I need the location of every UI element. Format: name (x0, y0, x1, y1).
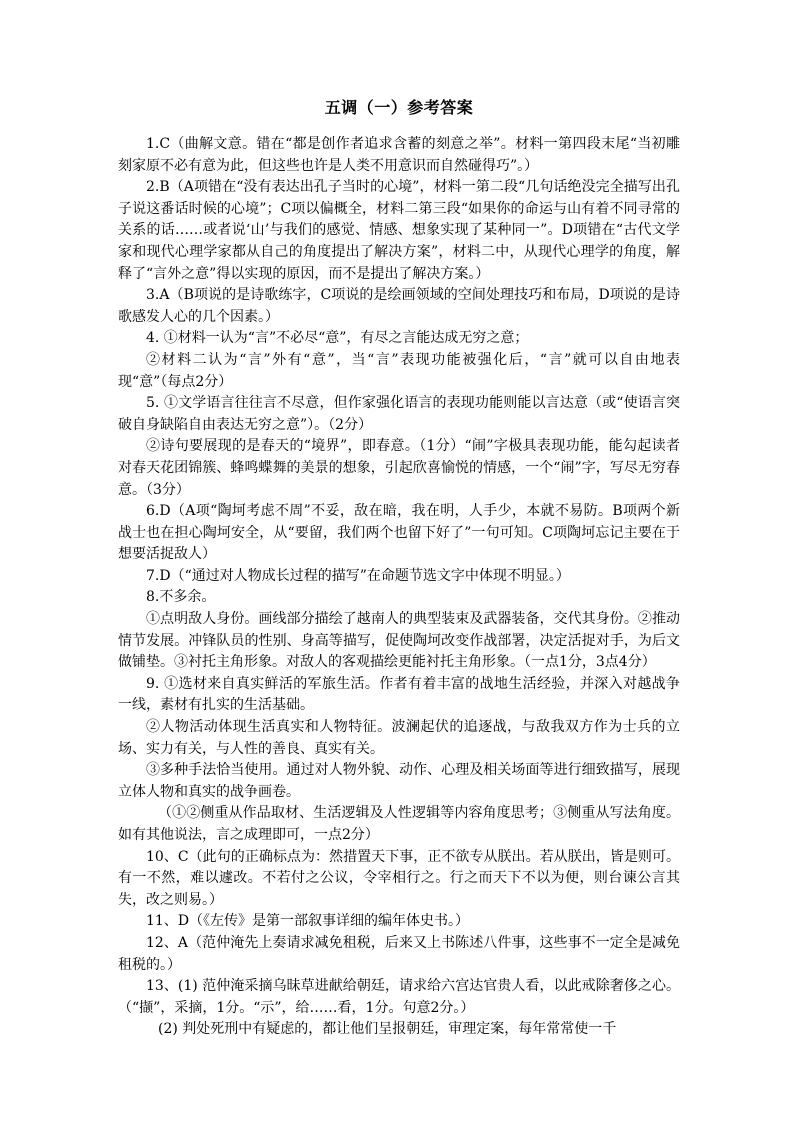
answer-document (118, 96, 680, 1041)
answer-q6: 6.D（A项“陶坷考虑不周”不妥，敌在暗，我在明，人手少，本就不易防。B项两个新战士也在担心陶坷安全，从“要留，我们两个也留下好了”一句可知。C项陶坷忘记主要在于想要活捉敌人） (118, 503, 680, 563)
answer-q8-detail: ①点明敌人身份。画线部分描绘了越南人的典型装束及武器装备，交代其身份。②推动情节发展。冲锋队员的性别、身高等描写，促使陶坷改变作战部署，决定活捉对手，为后文做铺垫。③衬托主角形象。对敌人的客观描绘更能衬托主角形象。（一点1分，3点4分） (118, 611, 680, 671)
answer-q10: 10、C（此句的正确标点为：然措置天下事，正不欲专从朕出。若从朕出，皆是则可。有一不然，难以遽改。不若付之公议，令宰相行之。行之而天下不以为便，则台谏公言其失，改之则易。） (118, 848, 680, 908)
answer-q9-point3: ③多种手法恰当使用。通过对人物外貌、动作、心理及相关场面等进行细致描写，展现立体人物和真实的战争画卷。 (118, 762, 680, 800)
answer-q11: 11、D（《左传》是第一部叙事详细的编年体史书。） (146, 913, 470, 930)
answer-q13-part2: (2) 判处死刑中有疑虑的，都让他们呈报朝廷，审理定案，每年常常使一千 (158, 1021, 617, 1038)
answer-q8: 8.不多余。 (146, 589, 216, 606)
answer-q1: 1.C（曲解文意。错在“都是创作者追求含蓄的刻意之举”。材料一第四段末尾“当初雕刻家原不必有意为此，但这些也许是人类不用意识而自然碰得巧”。） (118, 136, 680, 174)
answer-q13-part1: 13、(1) 范仲淹采摘乌昧草进献给朝廷，请求给六宫达官贵人看，以此戒除奢侈之心。（“撷”，采摘，1分。“示”，给……看，1分。句意2分。） (118, 978, 680, 1016)
answer-q5-point2: ②诗句要展现的是春天的“境界”，即春意。（1分）“闹”字极具表现功能，能勾起读者对春天花团锦簇、蜂鸣蝶舞的美景的想象，引起欣喜愉悦的情感，一个“闹”字，写尽无穷春意。（3分） (118, 438, 680, 498)
answer-q9-point1: 9. ①选材来自真实鲜活的军旅生活。作者有着丰富的战地生活经验，并深入对越战争一线，素材有扎实的生活基础。 (118, 675, 680, 714)
answer-q2: 2.B（A项错在“没有表达出孔子当时的心境”，材料一第二段“几句话绝没完全描写出孔子说这番话时候的心境”；C项以偏概全，材料二第三段“如果你的命运与山有着不同寻常的关系的话……或者说‘山’与我们的感觉、情感、想象实现了某种同一”。D项错在“古代文学家和现代心理学家都从自己的角度提出了解决方案”，材料二中，从现代心理学的角度，解释了“言外之意”得以实现的原因，而不是提出了解决方案。） (118, 179, 680, 282)
answer-q9-note: （①②侧重从作品取材、生活逻辑及人性逻辑等内容角度思考；③侧重从写法角度。如有其他说法，言之成理即可，一点2分） (118, 805, 680, 843)
answer-q5-point1: 5. ①文学语言往往言不尽意，但作家强化语言的表现功能则能以言达意（或“使语言突破自身缺陷自由表达无穷之意”）。（2分） (118, 395, 680, 433)
answer-q4-point1: 4. ①材料一认为“言”不必尽“意”，有尽之言能达成无穷之意； (146, 330, 529, 347)
answer-q7: 7.D（“通过对人物成长过程的描写”在命题节选文字中体现不明显。） (146, 567, 570, 584)
answer-q9-point2: ②人物活动体现生活真实和人物特征。波澜起伏的追逐战，与敌我双方作为士兵的立场、实力有关，与人性的善良、真实有关。 (118, 719, 680, 757)
answer-q3: 3.A（B项说的是诗歌练字，C项说的是绘画领域的空间处理技巧和布局，D项说的是诗歌感发人心的几个因素。） (118, 287, 680, 325)
document-title: 五调（一）参考答案 (324, 98, 474, 117)
answer-q12: 12、A（范仲淹先上奏请求减免租税，后来又上书陈述八件事，这些事不一定全是减免租税的。） (118, 934, 680, 973)
answer-q4-point2: ②材料二认为“言”外有“意”，当“言”表现功能被强化后，“言”就可以自由地表现“意”（每点2分） (118, 351, 680, 390)
